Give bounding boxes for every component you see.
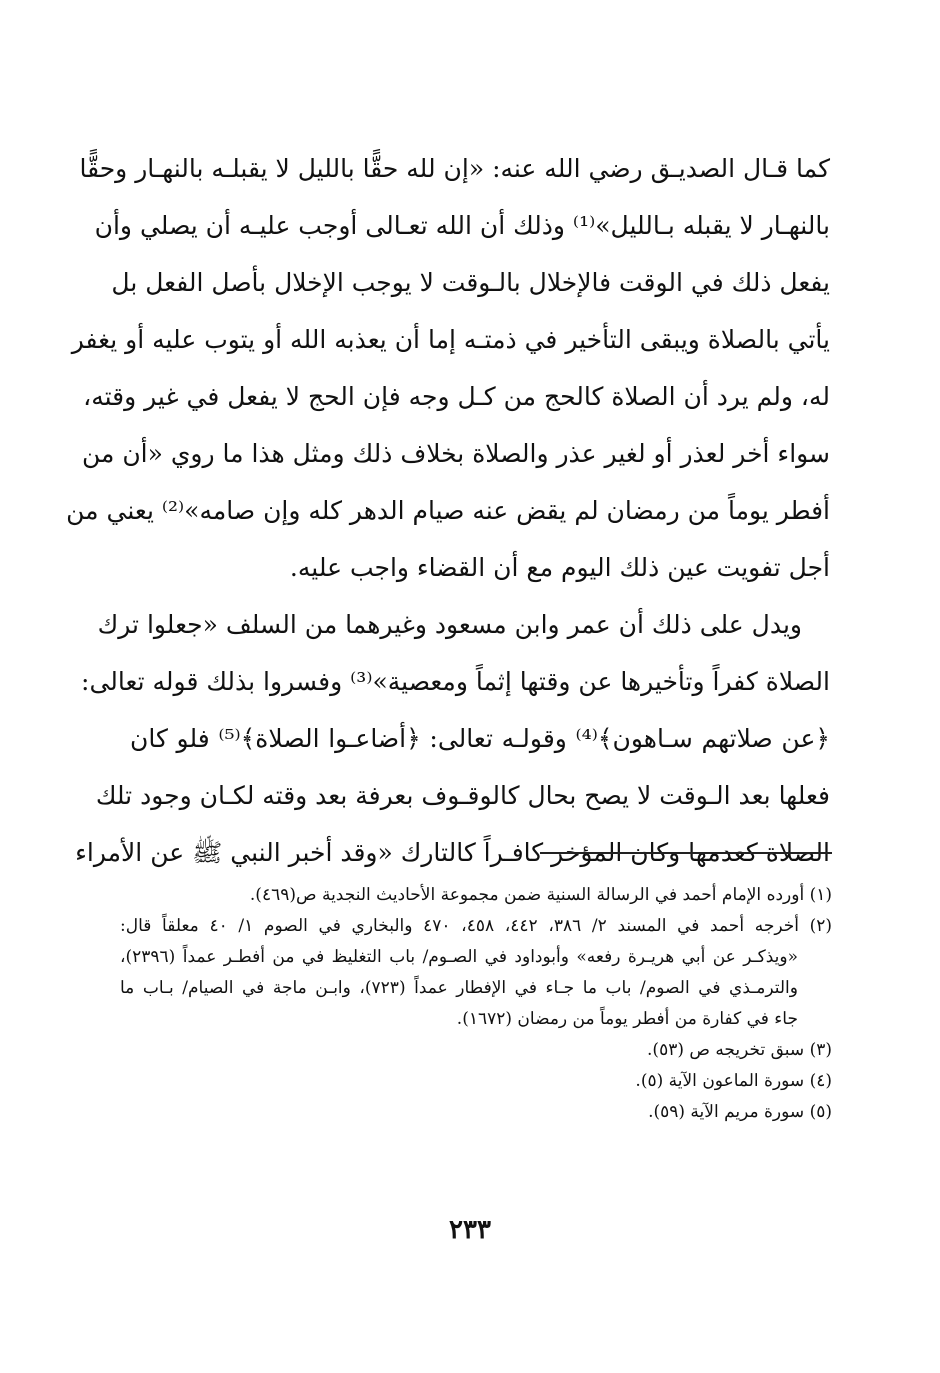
footnote-2: (٢) أخرجه أحمد في المسند ٢/ ٣٨٦، ٤٤٢، ٤٥٨، ٤٧٠ والبخاري في الصوم ١/ ٤٠ معلقاً قال: xyxy=(120,916,833,936)
footnote-5: (٥) سورة مريم الآية (٥٩). xyxy=(648,1102,832,1122)
text-line: سواء أخر لعذر أو لغير عذر والصلاة بخلاف ذلك ومثل هذا ما روي «أن من xyxy=(81,439,830,468)
footnote-separator xyxy=(540,852,832,854)
text-line: له، ولم يرد أن الصلاة كالحج من كـل وجه فإن الحج لا يفعل في غير وقته، xyxy=(83,382,830,411)
text-line: ﴿عن صلاتهم سـاهون﴾⁽⁴⁾ وقولـه تعالى: ﴿أضاعـوا الصلاة﴾⁽⁵⁾ فلو كان xyxy=(130,724,831,753)
footnote-2-cont: جاء في كفارة من أفطر يوماً من رمضان (١٦٧٢). xyxy=(456,1009,798,1029)
text-line: يأتي بالصلاة ويبقى التأخير في ذمتـه إما أن يعذبه الله أو يتوب عليه أو يغفر xyxy=(71,325,830,354)
footnote-2-cont: «ويذكـر عن أبي هريـرة رفعه» وأبوداود في الصـوم/ باب التغليظ في من أفطـر عمداً (٢٣٩٦)، xyxy=(120,947,798,967)
page-number: ٢٣٣ xyxy=(449,1215,491,1245)
text-line: كما قـال الصديـق رضي الله عنه: «إن لله حقًّا بالليل لا يقبلـه بالنهـار وحقًّا xyxy=(79,154,830,183)
text-line: فعلها بعد الـوقت لا يصح بحال كالوقـوف بعرفة بعد وقته لكـان وجود تلك xyxy=(95,781,830,810)
text-line: أفطر يوماً من رمضان لم يقض عنه صيام الدهر كله وإن صامه»⁽²⁾ يعني من xyxy=(66,496,830,525)
text-line: ويدل على ذلك أن عمر وابن مسعود وغيرهما من السلف «جعلوا ترك xyxy=(97,610,802,639)
text-line: أجل تفويت عين ذلك اليوم مع أن القضاء واجب عليه. xyxy=(289,553,830,582)
footnote-1: (١) أورده الإمام أحمد في الرسالة السنية ضمن مجموعة الأحاديث النجدية ص(٤٦٩). xyxy=(249,885,832,905)
footnote-3: (٣) سبق تخريجه ص (٥٣). xyxy=(647,1040,832,1060)
text-line: يفعل ذلك في الوقت فالإخلال بالـوقت لا يوجب الإخلال بأصل الفعل بل xyxy=(111,268,830,297)
text-line: الصلاة كفراً وتأخيرها عن وقتها إثماً ومعصية»⁽³⁾ وفسروا بذلك قوله تعالى: xyxy=(81,667,830,696)
text-line: بالنهـار لا يقبله بـالليل»⁽¹⁾ وذلك أن الله تعـالى أوجب عليـه أن يصلي وأن xyxy=(94,211,830,240)
main-text xyxy=(66,140,831,881)
text-line: الصلاة كعدمها وكان المؤخر كافـراً كالتارك «وقد أخبر النبي ﷺ عن الأمراء xyxy=(75,838,830,867)
footnote-2-cont: والترمـذي في الصوم/ باب ما جـاء في الإفطار عمداً (٧٢٣)، وابـن ماجة في الصيام/ بـاب ما xyxy=(120,978,798,998)
footnote-4: (٤) سورة الماعون الآية (٥). xyxy=(635,1071,832,1091)
footnotes xyxy=(120,880,832,1128)
